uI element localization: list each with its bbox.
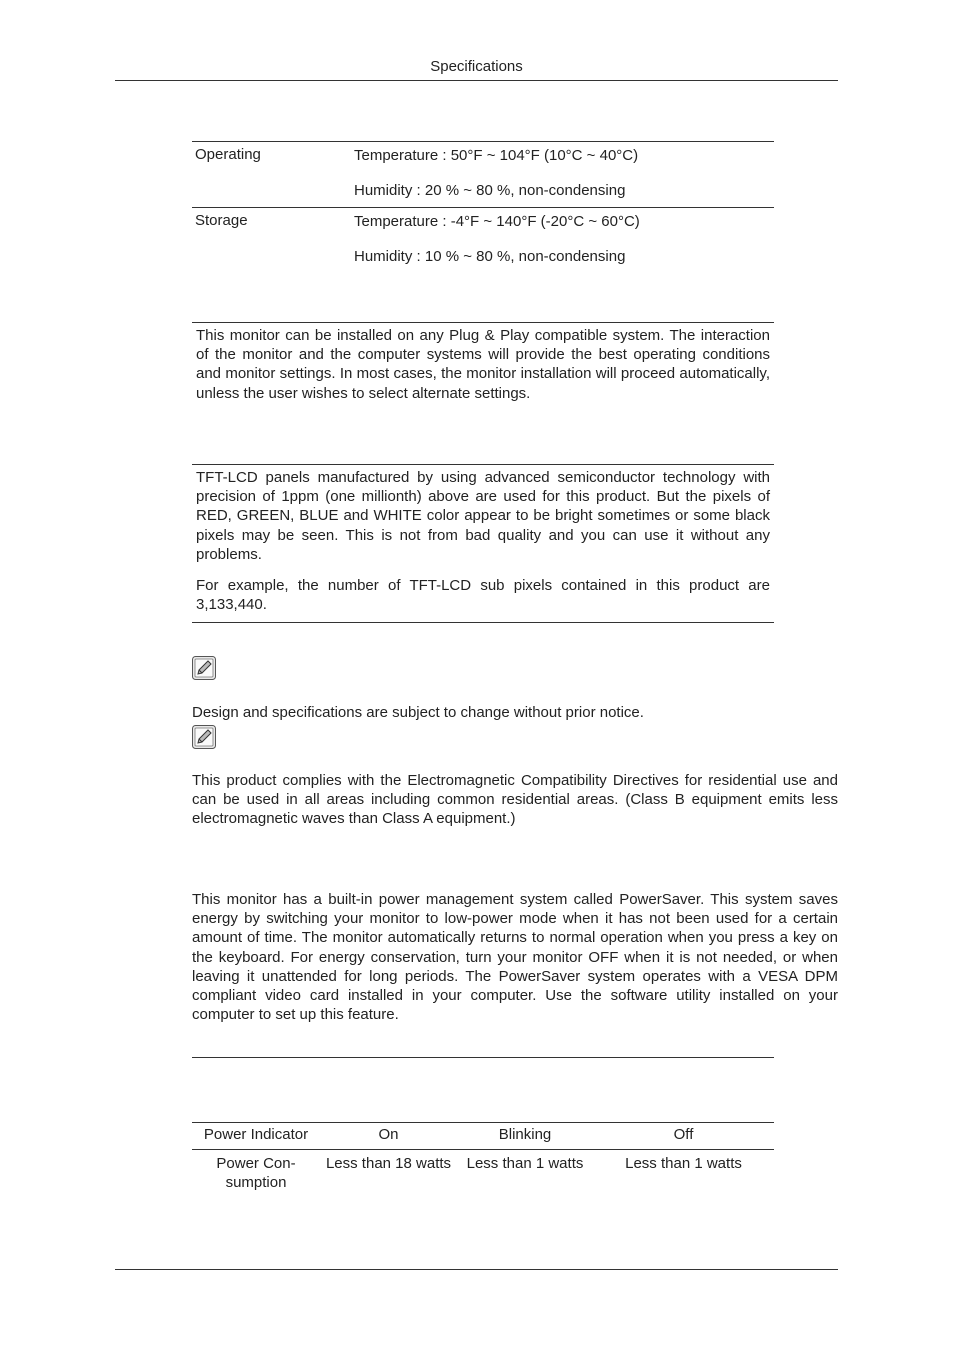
table-header-row (192, 1123, 774, 1150)
powersaver-text: This monitor has a built-in power management system called PowerSaver. This system saves energy by switching your monitor to low-power mode when it has not been used for a certain amount of time. The monitor automatically returns to normal operation when you press a key on the keyboard. For energy conservation, turn your monitor OFF when it is not needed, or when leaving it unattended for long periods. The PowerSaver system operates with a VESA DPM compliant video card installed in your computer. Use the software utility installed on your computer to set up this feature. (192, 891, 838, 1024)
power-table (192, 1122, 774, 1192)
value-blinking: Less than 1 watts (466, 1155, 584, 1172)
design-notice-text: Design and specifications are subject to change without prior notice. (192, 704, 644, 721)
header-blinking: Blinking (498, 1126, 552, 1143)
emc-notice-text: This product complies with the Electromagnetic Compatibility Directives for residential use and can be used in all areas including common residential areas. (Class B equipment emits less electromagnetic waves than Class A equipment.) (192, 772, 838, 828)
note-pencil-icon (192, 656, 216, 680)
environmental-table (192, 141, 774, 272)
storage-humidity: Humidity : 10 % ~ 80 %, non-condensing (354, 248, 626, 265)
header-off: Off (673, 1126, 694, 1143)
table-row (192, 142, 774, 208)
operating-humidity: Humidity : 20 % ~ 80 %, non-condensing (354, 182, 626, 199)
environment-label-storage: Storage (195, 212, 248, 229)
section-divider (192, 1057, 774, 1058)
dot-acceptable-example: For example, the number of TFT-LCD sub pixels contained in this product are 3,133,440. (196, 577, 770, 614)
header-power-indicator: Power Indicator (203, 1126, 309, 1143)
operating-temperature: Temperature : 50°F ~ 104°F (10°C ~ 40°C) (354, 147, 639, 164)
dot-acceptable-text: TFT-LCD panels manufactured by using advanced semiconductor technology with precision of 1ppm (one millionth) above are used for this product. But the pixels of RED, GREEN, BLUE and WHITE color appear to be bright sometimes or some black pixels may be seen. This is not from bad quality and you can use it without any problems. (196, 469, 770, 563)
page-header-title: Specifications (430, 58, 523, 75)
plug-and-play-text: This monitor can be installed on any Plug & Play compatible system. The interaction of the monitor and the computer systems will provide the best operating conditions and monitor settings. In most cases, the monitor installation will proceed automatically, unless the user wishes to select alternate settings. (196, 327, 770, 402)
table-row (192, 1150, 774, 1193)
value-off: Less than 1 watts (625, 1155, 742, 1172)
power-consumption-label: Power Con-sumption (216, 1155, 296, 1191)
plug-and-play-section (192, 322, 774, 403)
environment-values-operating (354, 142, 774, 208)
environment-values-storage (354, 208, 774, 273)
header-on: On (378, 1126, 399, 1143)
table-row (192, 208, 774, 273)
environment-label-operating: Operating (195, 146, 261, 163)
row-label-power-consumption (192, 1150, 320, 1193)
storage-temperature: Temperature : -4°F ~ 140°F (-20°C ~ 60°C) (354, 213, 640, 230)
value-on: Less than 18 watts (325, 1155, 452, 1172)
dot-acceptable-section (192, 464, 774, 623)
note-pencil-icon (192, 725, 216, 749)
footer-divider (115, 1269, 838, 1270)
header-divider (115, 80, 838, 81)
